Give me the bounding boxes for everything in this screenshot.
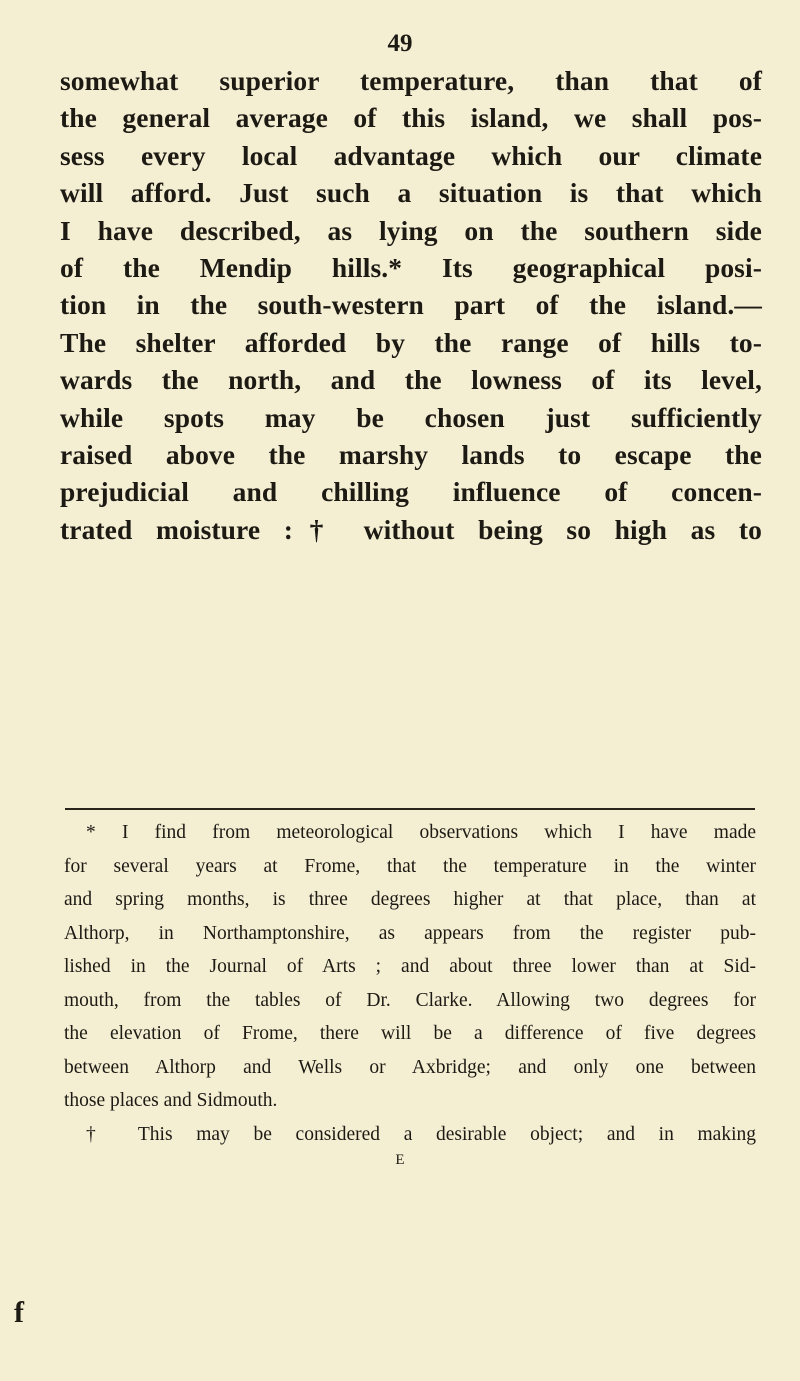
body-line: while spots may be chosen just sufficiently [60, 401, 762, 433]
footnote-line: and spring months, is three degrees higher at that place, than at [64, 889, 756, 910]
footnote-line: lished in the Journal of Arts ; and about three lower than at Sid- [64, 956, 756, 977]
body-line: somewhat superior temperature, than that of [60, 65, 762, 96]
footnote-line: * I find from meteorological observations which I have made [86, 822, 756, 843]
body-line: sess every local advantage which our climate [60, 139, 762, 171]
footnote-line: for several years at Frome, that the temperature in the winter [64, 855, 756, 877]
body-line: will afford. Just such a situation is that which [60, 177, 762, 209]
footnote-line: † This may be considered a desirable object; and in making [86, 1123, 756, 1145]
footnotes [64, 816, 756, 1151]
footnote-rule [65, 808, 755, 810]
page-number: 49 [387, 30, 413, 57]
body-line: the general average of this island, we shall pos- [60, 102, 762, 134]
body-line: wards the north, and the lowness of its level, [60, 364, 762, 396]
body-text [60, 62, 762, 548]
footnote-line: those places and Sidmouth. [64, 1090, 278, 1111]
footnote-line: the elevation of Frome, there will be a difference of five degrees [64, 1023, 756, 1044]
body-line: tion in the south-western part of the island.— [60, 289, 762, 321]
body-line: of the Mendip hills.* Its geographical posi- [60, 251, 762, 283]
footnote-line: mouth, from the tables of Dr. Clarke. Allowing two degrees for [64, 989, 756, 1011]
footnote-line: Althorp, in Northamptonshire, as appears from the register pub- [64, 922, 756, 944]
body-line: raised above the marshy lands to escape the [60, 438, 762, 470]
body-line: I have described, as lying on the southern side [60, 214, 762, 246]
body-line: prejudicial and chilling influence of concen- [60, 476, 762, 508]
margin-mark: f [14, 1296, 24, 1329]
body-line: trated moisture :† without being so high as to [60, 513, 762, 545]
body-line: The shelter afforded by the range of hills to- [60, 326, 762, 358]
footnote-line: between Althorp and Wells or Axbridge; and only one between [64, 1056, 756, 1078]
signature-mark: E [395, 1152, 405, 1168]
